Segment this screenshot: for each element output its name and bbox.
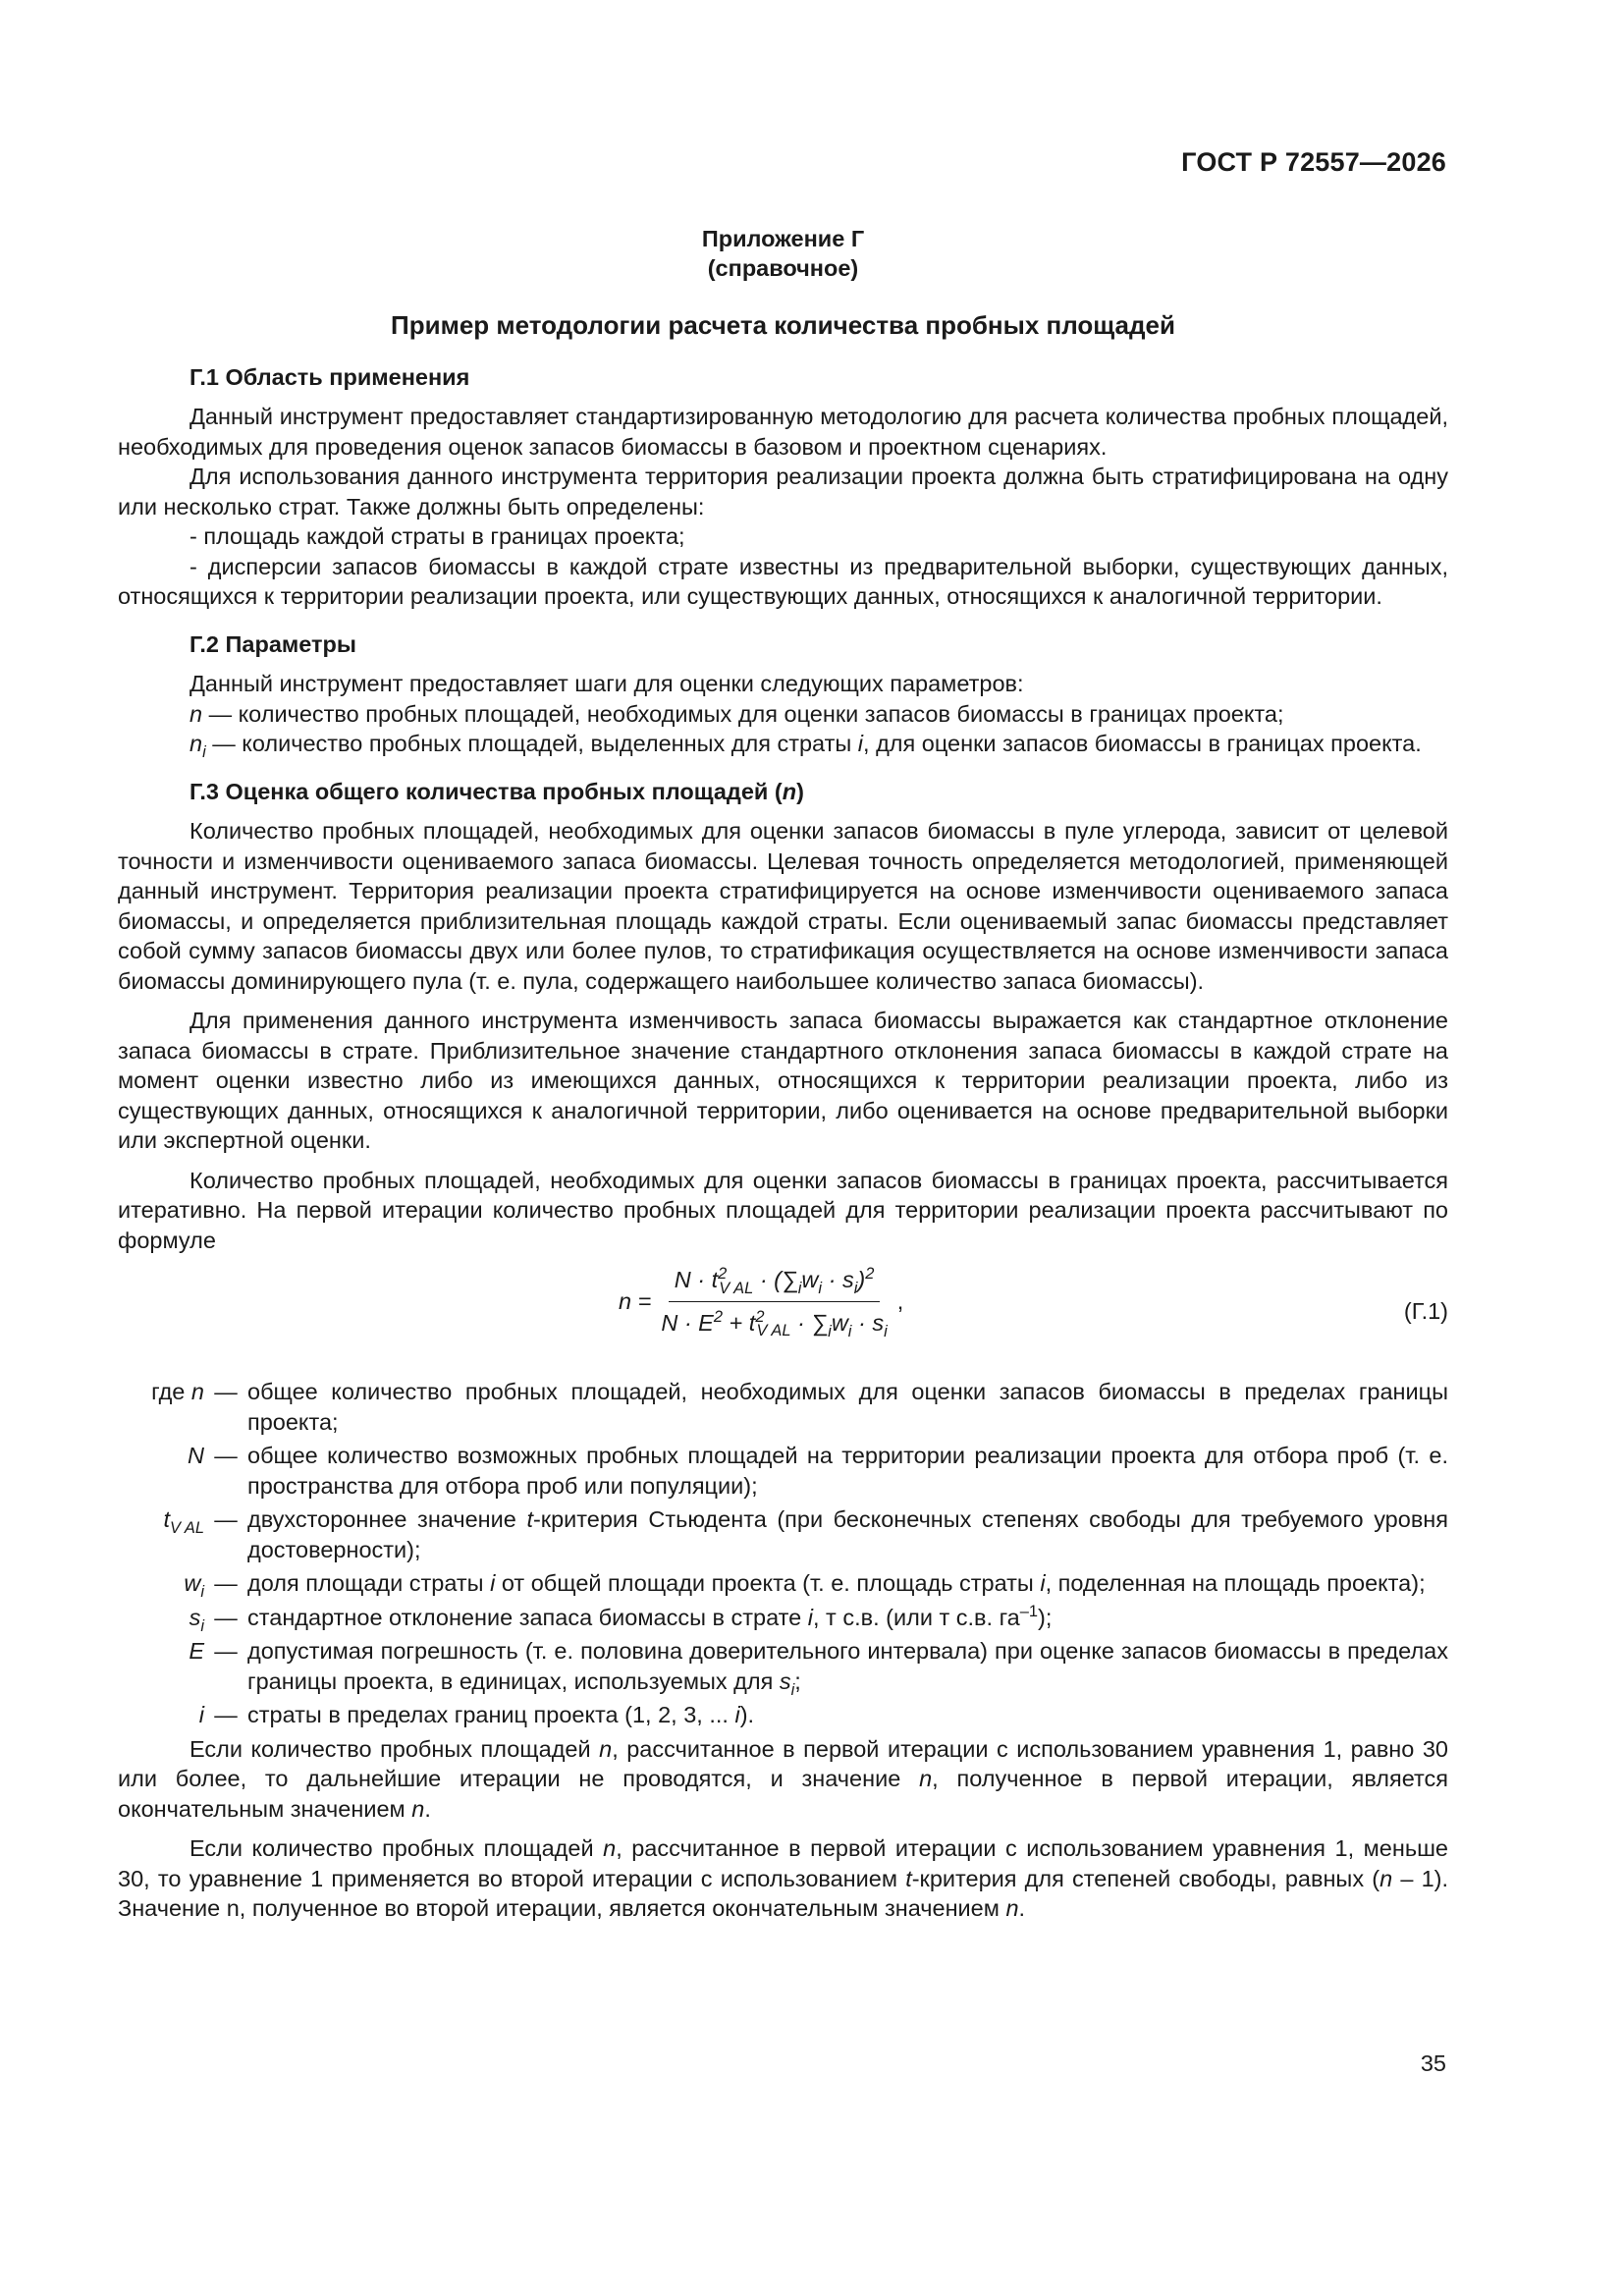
dash: —	[214, 1570, 238, 1596]
symbol-N: N	[188, 1443, 204, 1468]
symbol-n: n	[189, 731, 203, 756]
text-part: доля площади страты	[247, 1570, 491, 1596]
formula-numerator: $N \cdot t^2_{V AL} \cdot (\sum_iw_i \cdot s_i)^2$	[669, 1265, 881, 1302]
subscript-i: i	[200, 1582, 204, 1601]
text-part: допустимая погрешность (т. е. половина доверительного интервала) при оценке запасов биомассы в пределах границы проекта, в единицах, используемых для	[247, 1638, 1448, 1694]
formula-definitions	[118, 1377, 1448, 1730]
text-part: , рассчитанное в первой итерации с использованием уравнения 1, равно 30 или более, то дальнейшие итерации не проводятся, и значение	[118, 1735, 1448, 1791]
text-part: , полученное в первой итерации, является окончательным значением	[118, 1766, 1448, 1822]
text-part: ).	[739, 1702, 755, 1727]
closing-paragraph-1	[118, 1734, 1448, 1825]
text-part: );	[1038, 1604, 1053, 1630]
list-item: - дисперсии запасов биомассы в каждой страте известны из предварительной выборки, существующих данных, относящихся к территории реализации проекта, или существующих данных, относящихся к аналогичной территории.	[118, 553, 1448, 609]
parameter-ni-text-a: — количество пробных площадей, выделенных для страты	[205, 731, 858, 756]
definition-text	[247, 1504, 1448, 1564]
text-part: -критерия Стьюдента (при бесконечных степенях свободы для требуемого уровня достоверности);	[247, 1506, 1449, 1562]
formula-number: (Г.1)	[1403, 1298, 1448, 1324]
symbol-n: n	[1005, 1895, 1019, 1921]
document-title: Пример методологии расчета количества пробных площадей	[391, 310, 1175, 340]
appendix-subtitle: (справочное)	[707, 255, 859, 281]
text-part: , т с.в. (или т с.в. га	[812, 1604, 1020, 1630]
text-part: – 1). Значение n, полученное во второй итерации, является окончательным значением	[118, 1865, 1448, 1921]
text-part: -критерия для степеней свободы, равных (	[911, 1865, 1380, 1891]
section-3-heading	[118, 777, 1448, 807]
definition-symbol	[118, 1377, 204, 1437]
symbol-E: E	[189, 1638, 204, 1664]
section-1-paragraph-2: Для использования данного инструмента территория реализации проекта должна быть стратифицирована на одну или несколько страт. Также должны быть определены:	[118, 464, 1448, 519]
definition-text	[247, 1568, 1448, 1599]
text-part: Если количество пробных площадей	[189, 1835, 604, 1861]
symbol-i: i	[807, 1604, 813, 1630]
symbol-s: s	[189, 1604, 201, 1630]
symbol-t: t	[163, 1506, 170, 1532]
section-3-heading-close: )	[796, 778, 804, 804]
formula-block	[118, 1259, 1448, 1365]
symbol-n: n	[189, 700, 203, 727]
symbol-t: t	[526, 1506, 533, 1532]
formula-comma: ,	[896, 1287, 904, 1314]
text-part: от общей площади проекта (т. е. площадь страты	[495, 1570, 1041, 1596]
definition-t	[118, 1504, 1448, 1564]
dash: —	[214, 1638, 238, 1664]
symbol-i: i	[490, 1570, 496, 1596]
symbol-s: s	[779, 1667, 791, 1694]
definition-N	[118, 1441, 1448, 1501]
text-part: , рассчитанное в первой итерации с использованием уравнения 1, меньше 30, то уравнение 1 применяется во второй итерации с использованием	[118, 1835, 1449, 1891]
symbol-n: n	[782, 778, 797, 804]
dash: —	[214, 1379, 238, 1404]
definition-w	[118, 1568, 1448, 1599]
text-part: .	[1018, 1895, 1026, 1921]
section-1-paragraph-1: Данный инструмент предоставляет стандартизированную методологию для расчета количества пробных площадей, необходимых для проведения оценок запасов биомассы в базовом и проектном сценариях.	[118, 404, 1448, 460]
symbol-i: i	[734, 1702, 740, 1727]
page-number: 35	[1420, 2050, 1446, 2076]
symbol-i: i	[198, 1702, 204, 1727]
definition-text: общее количество пробных площадей, необходимых для оценки запасов биомассы в пределах границы проекта;	[247, 1379, 1448, 1435]
formula-g1	[619, 1265, 903, 1338]
symbol-si	[118, 1603, 204, 1633]
parameter-ni	[118, 729, 1448, 759]
definition-i	[118, 1700, 1448, 1730]
text-part: стандартное отклонение запаса биомассы в страте	[247, 1604, 808, 1630]
parameter-ni-text-b: , для оценки запасов биомассы в границах проекта.	[863, 731, 1422, 756]
text-part: двухстороннее значение	[247, 1506, 527, 1532]
section-2-heading: Г.2 Параметры	[189, 630, 356, 657]
section-3-paragraph-2: Для применения данного инструмента изменчивость запаса биомассы выражается как стандартное отклонение запаса биомассы в страте. Приблизительное значение стандартного отклонения запаса биомассы в каждой страте на момент оценки известно либо из имеющихся данных, относящихся к территории реализации проекта, либо из существующих данных, относящихся к аналогичной территории, либо оценивается на основе предварительной выборки или экспертной оценки.	[118, 1008, 1448, 1153]
symbol-n: n	[411, 1795, 425, 1822]
appendix-title: Приложение Г	[701, 226, 865, 251]
parameter-n-text: — количество пробных площадей, необходимых для оценки запасов биомассы в границах проекта;	[202, 700, 1284, 727]
text-part: , поделенная на площадь проекта);	[1045, 1570, 1426, 1596]
dash: —	[214, 1702, 238, 1727]
text-part: ;	[794, 1667, 801, 1694]
subscript-i: i	[790, 1680, 795, 1699]
symbol-i: i	[1040, 1570, 1046, 1596]
subscript-val: V AL	[169, 1518, 204, 1537]
closing-paragraph-2	[118, 1833, 1448, 1924]
symbol-n: n	[1380, 1865, 1393, 1891]
text-part: .	[424, 1795, 431, 1822]
symbol-w: w	[184, 1570, 201, 1596]
page-content	[118, 224, 1448, 1924]
formula-fraction	[655, 1265, 893, 1338]
dash: —	[214, 1443, 238, 1468]
symbol-wi	[118, 1568, 204, 1599]
symbol-i: i	[857, 731, 864, 756]
text-part: Если количество пробных площадей	[189, 1735, 600, 1762]
subscript-i: i	[200, 1616, 204, 1635]
dash: —	[214, 1506, 238, 1532]
symbol-n: n	[919, 1766, 933, 1791]
definition-text: общее количество возможных пробных площадей на территории реализации проекта для отбора проб (т. е. пространства для отбора проб или популяции);	[247, 1443, 1448, 1499]
formula-lhs: n =	[619, 1287, 652, 1314]
definition-text	[247, 1636, 1448, 1699]
definition-text	[247, 1603, 1448, 1633]
section-1-heading: Г.1 Область применения	[189, 363, 470, 390]
section-3-heading-text: Г.3 Оценка общего количества пробных площадей (	[189, 778, 783, 804]
dash: —	[214, 1604, 238, 1630]
symbol-n: n	[190, 1379, 204, 1404]
definition-s	[118, 1603, 1448, 1633]
definition-n	[118, 1377, 1448, 1437]
section-3-paragraph-3: Количество пробных площадей, необходимых для оценки запасов биомассы в границах проекта, рассчитывается итеративно. На первой итерации количество пробных площадей для территории реализации проекта рассчитывают по формуле	[118, 1167, 1448, 1253]
list-item: - площадь каждой страты в границах проекта;	[189, 523, 685, 549]
section-3-paragraph-1: Количество пробных площадей, необходимых для оценки запасов биомассы в пуле углерода, зависит от целевой точности и изменчивости оцениваемого запаса биомассы. Целевая точность определяется методологией, применяющей данный инструмент. Территория реализации проекта стратифицируется на основе изменчивости оцениваемого запаса биомассы, и определяется приблизительная площадь каждой страты. Если оцениваемый запас биомассы представляет собой сумму запасов биомассы двух или более пулов, то стратификация осуществляется на основе изменчивости запаса биомассы доминирующего пула (т. е. пула, содержащего наибольшее количество запаса биомассы).	[118, 818, 1448, 994]
formula-denominator: $N \cdot E^2 + t^2_{V AL} \cdot \sum_iw_i \cdot s_i$	[661, 1307, 888, 1340]
symbol-n: n	[599, 1735, 613, 1762]
text-part: страты в пределах границ проекта (1, 2, 3, ...	[247, 1702, 735, 1727]
where-label: где	[151, 1379, 186, 1404]
definition-E	[118, 1636, 1448, 1699]
definition-text	[247, 1700, 1448, 1730]
parameter-n	[118, 699, 1448, 730]
symbol-t-val	[118, 1504, 204, 1564]
subscript-i: i	[202, 742, 206, 761]
section-2-paragraph-1: Данный инструмент предоставляет шаги для оценки следующих параметров:	[189, 671, 1024, 696]
superscript: –1	[1019, 1602, 1039, 1620]
symbol-t: t	[905, 1865, 912, 1891]
document-code: ГОСТ Р 72557—2026	[1181, 147, 1446, 177]
symbol-n: n	[603, 1835, 617, 1861]
